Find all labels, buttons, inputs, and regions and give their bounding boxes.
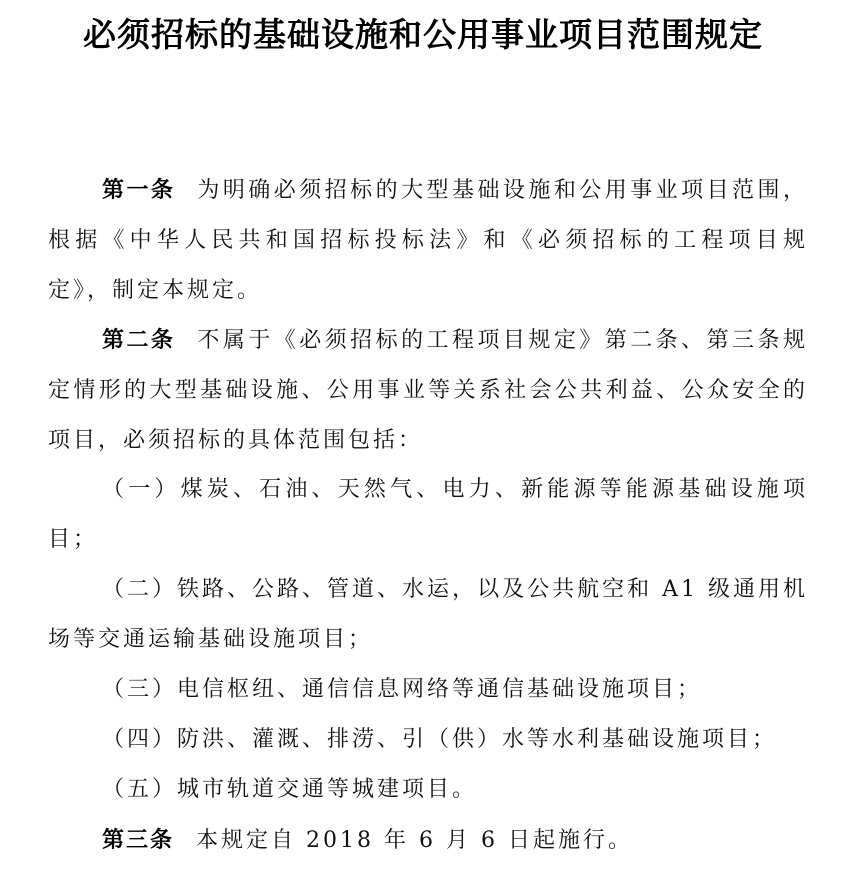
list-item-3: （三）电信枢纽、通信信息网络等通信基础设施项目； bbox=[102, 677, 703, 702]
article-3-label: 第三条 bbox=[102, 827, 175, 853]
article-1-label: 第一条 bbox=[102, 177, 176, 203]
list-item-2: （二）铁路、公路、管道、水运，以及公共航空和 A1 级通用机场等交通运输基础设施项目； bbox=[48, 577, 808, 652]
article-2 bbox=[48, 315, 808, 466]
article-2-label: 第二条 bbox=[102, 327, 176, 353]
list-item-4: （四）防洪、灌溉、排涝、引（供）水等水利基础设施项目； bbox=[102, 727, 778, 752]
article-1 bbox=[48, 165, 808, 316]
list-item-1: （一）煤炭、石油、天然气、电力、新能源等能源基础设施项目； bbox=[48, 477, 808, 552]
article-3-text: 本规定自 2018 年 6 月 6 日起施行。 bbox=[196, 828, 633, 853]
article-1-text: 为明确必须招标的大型基础设施和公用事业项目范围，根据《中华人民共和国招标投标法》和《必须招标的工程项目规定》，制定本规定。 bbox=[48, 178, 808, 303]
article-2-text: 不属于《必须招标的工程项目规定》第二条、第三条规定情形的大型基础设施、公用事业等关系社会公共利益、公众安全的项目，必须招标的具体范围包括： bbox=[48, 328, 808, 453]
document-title: 必须招标的基础设施和公用事业项目范围规定 bbox=[83, 15, 763, 54]
list-item-5: （五）城市轨道交通等城建项目。 bbox=[102, 777, 478, 802]
article-3 bbox=[48, 815, 808, 866]
